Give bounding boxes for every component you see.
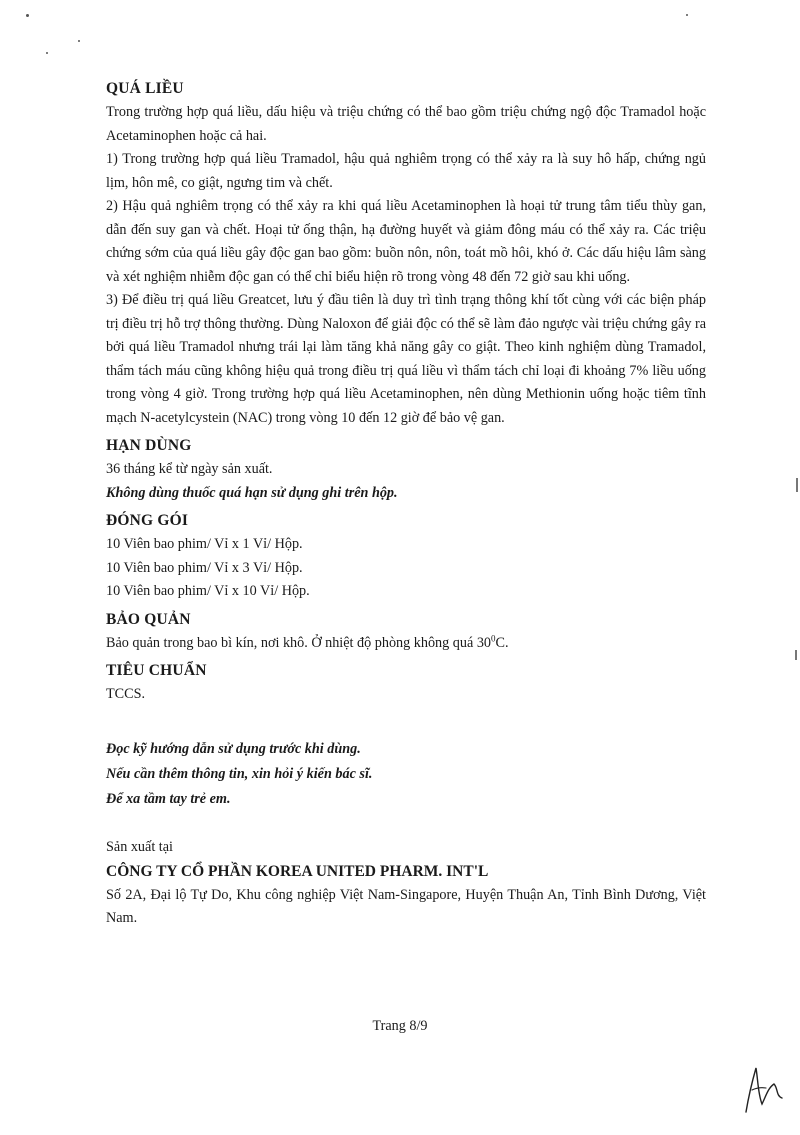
scan-edge-mark	[796, 478, 798, 492]
shelf-life-text: 36 tháng kể từ ngày sản xuất.	[106, 461, 273, 477]
section-shelf-life	[106, 437, 706, 505]
warning-line: Để xa tầm tay trẻ em.	[106, 790, 231, 807]
scan-speck	[26, 14, 29, 17]
storage-unit: C.	[495, 634, 509, 651]
handwritten-initials	[738, 1060, 788, 1115]
packaging-item: 10 Viên bao phim/ Vỉ x 3 Vỉ/ Hộp.	[106, 559, 303, 576]
section-heading: BẢO QUẢN	[106, 610, 191, 628]
storage-main: Bảo quản trong bao bì kín, nơi khô. Ở nhiệt độ phòng không quá 30	[106, 634, 492, 651]
scan-speck	[686, 14, 688, 16]
warning-line: Đọc kỹ hướng dẫn sử dụng trước khi dùng.	[106, 740, 361, 757]
storage-text	[106, 632, 706, 656]
warnings-block	[106, 737, 706, 812]
scan-speck	[46, 52, 48, 54]
section-overdose	[106, 80, 706, 430]
section-heading: QUÁ LIỀU	[106, 80, 184, 97]
paragraph: Trong trường hợp quá liều, dấu hiệu và triệu chứng có thể bao gồm triệu chứng ngộ độc Tramadol hoặc Acetaminophen hoặc cả hai.	[106, 104, 706, 144]
section-heading: TIÊU CHUẨN	[106, 662, 207, 679]
paragraph: 3) Để điều trị quá liều Greatcet, lưu ý đầu tiên là duy trì tình trạng thông khí tốt cùng với các biện pháp trị điều trị hỗ trợ thông thường. Dùng Naloxon để giải độc có thể sẽ làm đảo ngược vài triệu chứng gây ra bởi quá liều Tramadol nhưng trái lại làm tăng khả năng gây co giật. Theo kinh nghiệm dùng Tramadol, thẩm tách máu cũng không hiệu quả trong điều trị quá liều vì thẩm tách chỉ loại đi khoảng 7% liều uống trong vòng 4 giờ. Trong trường hợp quá liều Acetaminophen, nên dùng Methionin uống hoặc tiêm tĩnh mạch N-acetylcystein (NAC) trong vòng 10 đến 12 giờ để bảo vệ gan.	[106, 292, 706, 426]
document-body	[106, 80, 706, 931]
shelf-life-note: Không dùng thuốc quá hạn sử dụng ghi trên hộp.	[106, 484, 398, 501]
scan-edge-mark	[795, 650, 797, 660]
page-number: Trang 8/9	[372, 1018, 428, 1034]
manufacturer-company: CÔNG TY CỔ PHẦN KOREA UNITED PHARM. INT'L	[106, 863, 489, 880]
warning-line: Nếu cần thêm thông tin, xin hỏi ý kiến bác sĩ.	[106, 765, 373, 782]
packaging-item: 10 Viên bao phim/ Vỉ x 1 Vỉ/ Hộp.	[106, 536, 303, 552]
packaging-item: 10 Viên bao phim/ Vỉ x 10 Vỉ/ Hộp.	[106, 583, 310, 599]
manufacturer-label: Sản xuất tại	[106, 838, 173, 855]
section-heading: ĐÓNG GÓI	[106, 512, 189, 529]
manufacturer-block	[106, 836, 706, 931]
paragraph: 2) Hậu quả nghiêm trọng có thể xảy ra khi quá liều Acetaminophen là hoại tử trung tâm tiểu thùy gan, dẫn đến suy gan và chết. Hoại tử ống thận, hạ đường huyết và giảm đông máu có thể xảy ra. Các triệu chứng sớm của quá liều gây độc gan bao gồm: buồn nôn, nôn, toát mồ hôi, khó ở. Các dấu hiệu lâm sàng và xét nghiệm nhiễm độc gan có thể chỉ biểu hiện rõ trong vòng 48 đến 72 giờ sau khi uống.	[106, 198, 706, 285]
standard-text: TCCS.	[106, 686, 146, 702]
paragraph: 1) Trong trường hợp quá liều Tramadol, hậu quả nghiêm trọng có thể xảy ra là suy hô hấp, chứng ngủ lịm, hôn mê, co giật, ngưng tim và chết.	[106, 151, 706, 191]
section-standard	[106, 662, 706, 707]
scan-speck	[78, 40, 80, 42]
storage-degree: 0	[491, 632, 496, 643]
manufacturer-address: Số 2A, Đại lộ Tự Do, Khu công nghiệp Việt Nam-Singapore, Huyện Thuận An, Tỉnh Bình Dương, Việt Nam.	[106, 886, 706, 926]
section-packaging	[106, 512, 706, 604]
section-storage	[106, 611, 706, 656]
section-heading: HẠN DÙNG	[106, 437, 192, 454]
